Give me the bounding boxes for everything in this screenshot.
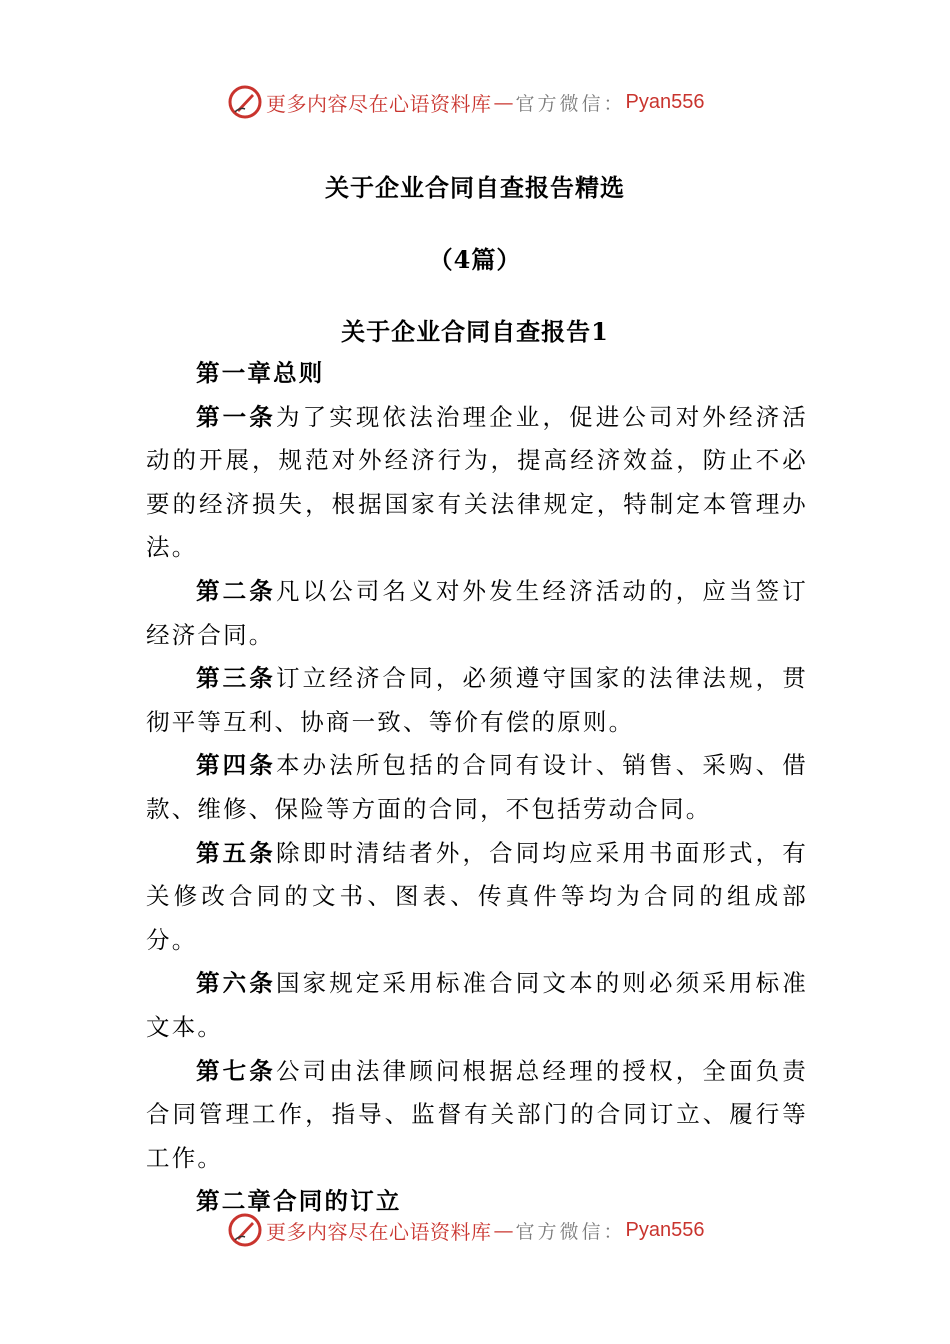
article-text: 凡以公司名义对外发生经济活动的，应当签订经济合同。 — [146, 576, 808, 649]
section-title: 关于企业合同自查报告1 — [341, 317, 609, 346]
quill-logo-icon — [228, 1213, 262, 1247]
article-text: 除即时清结者外，合同均应采用书面形式，有关修改合同的文书、图表、传真件等均为合同的组成部分。 — [146, 838, 808, 954]
article-label: 第三条 — [196, 664, 276, 693]
article-label: 第四条 — [196, 751, 276, 780]
watermark-dash: — — [493, 1218, 514, 1242]
article-label: 第二条 — [196, 576, 276, 605]
watermark-text: 更多内容尽在心语资料库 — [266, 1219, 492, 1244]
document-body — [146, 352, 808, 1224]
article-text: 公司由法律顾问根据总经理的授权，全面负责合同管理工作，指导、监督有关部门的合同订立、履行等工作。 — [146, 1056, 808, 1172]
article-paragraph — [146, 832, 808, 963]
watermark-wechat-label: 官方微信： — [515, 1220, 626, 1243]
document-count: （4篇） — [428, 245, 522, 274]
article-text: 为了实现依法治理企业，促进公司对外经济活动的开展，规范对外经济行为，提高经济效益，防止不必要的经济损失，根据国家有关法律规定，特制定本管理办法。 — [146, 402, 808, 562]
chapter-heading: 第一章总则 — [196, 359, 325, 387]
article-paragraph — [146, 1050, 808, 1181]
article-label: 第七条 — [196, 1056, 276, 1085]
watermark-text: 更多内容尽在心语资料库 — [266, 91, 492, 116]
article-paragraph — [146, 744, 808, 831]
article-paragraph — [146, 570, 808, 657]
article-paragraph — [146, 396, 808, 570]
article-text: 本办法所包括的合同有设计、销售、采购、借款、维修、保险等方面的合同，不包括劳动合同。 — [146, 751, 808, 823]
article-paragraph — [146, 657, 808, 744]
watermark-footer — [228, 1210, 748, 1250]
article-text: 订立经济合同，必须遵守国家的法律法规，贯彻平等互利、协商一致、等价有偿的原则。 — [146, 664, 808, 736]
watermark-wechat-label: 官方微信： — [515, 92, 626, 115]
watermark-header — [228, 82, 748, 122]
article-label: 第六条 — [196, 969, 276, 998]
document-title: 关于企业合同自查报告精选 — [325, 173, 625, 202]
article-paragraph — [146, 962, 808, 1049]
quill-logo-icon — [228, 85, 262, 119]
watermark-wechat-id: Pyan556 — [625, 90, 705, 113]
article-text: 国家规定采用标准合同文本的则必须采用标准文本。 — [146, 969, 808, 1041]
watermark-wechat-id: Pyan556 — [625, 1218, 705, 1241]
article-label: 第五条 — [196, 838, 276, 867]
watermark-dash: — — [493, 90, 514, 114]
chapter-heading: 第二章合同的订立 — [196, 1187, 402, 1216]
article-label: 第一条 — [196, 402, 276, 431]
